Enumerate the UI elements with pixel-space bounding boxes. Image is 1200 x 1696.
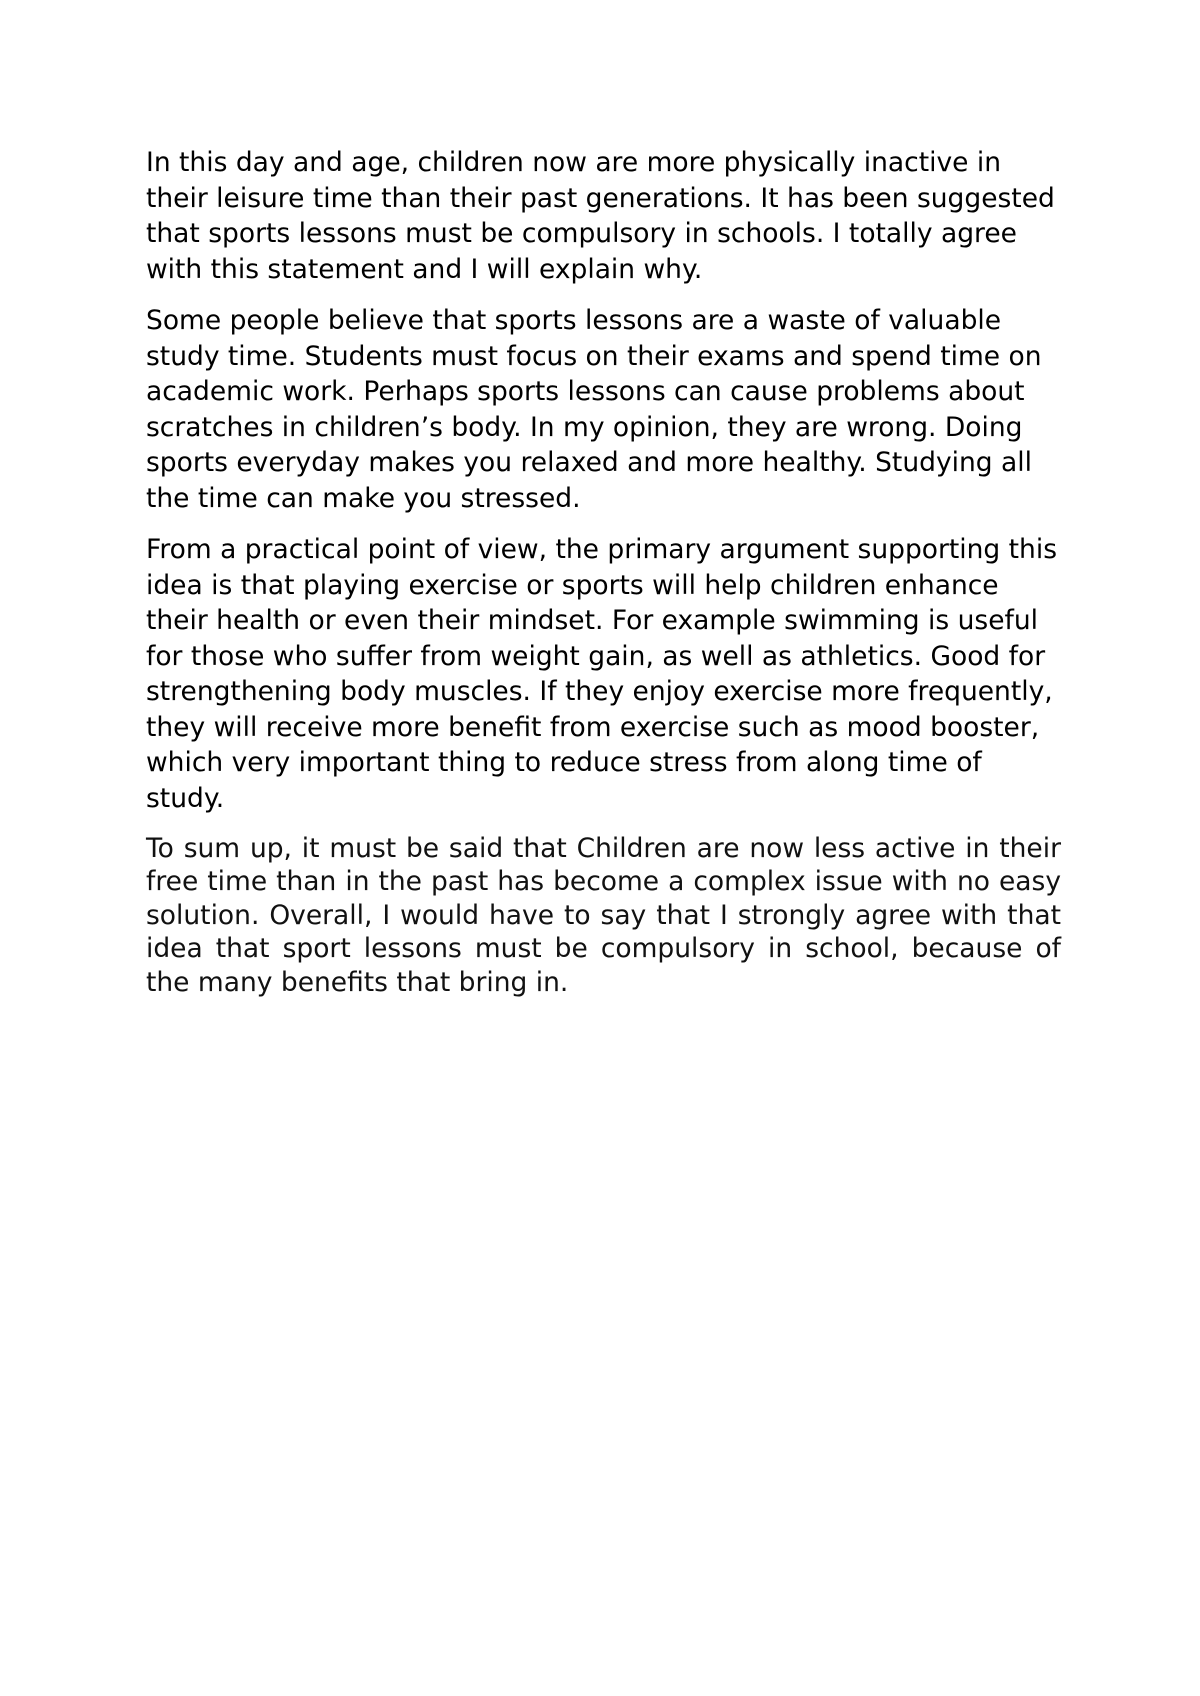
paragraph-opposing-view: Some people believe that sports lessons are a waste of valuable study time. Students must focus on their exams and spend time on academic work. Perhaps sports lessons can cause problems about scratches in children’s body. In my opinion, they are wrong. Doing sports everyday makes you relaxed and more healthy. Studying all the time can make you stressed. — [146, 305, 1042, 514]
document-body — [146, 145, 1061, 1015]
paragraph-introduction: In this day and age, children now are more physically inactive in their leisure time than their past generations. It has been suggested that sports lessons must be compulsory in schools. I totally agree with this statement and I will explain why. — [146, 147, 1055, 285]
paragraph-main-argument: From a practical point of view, the primary argument supporting this idea is that playing exercise or sports will help children enhance their health or even their mindset. For example swimming is useful for those who suffer from weight gain, as well as athletics. Good for strengthening body muscles. If they enjoy exercise more frequently, they will receive more benefit from exercise such as mood booster, which very important thing to reduce stress from along time of study. — [146, 534, 1058, 814]
paragraph-conclusion: To sum up, it must be said that Children are now less active in their free time than in the past has become a complex issue with no easy solution. Overall, I would have to say that I strongly agree with that idea that sport lessons must be compulsory in school, because of the many benefits that bring in. — [146, 833, 1061, 998]
